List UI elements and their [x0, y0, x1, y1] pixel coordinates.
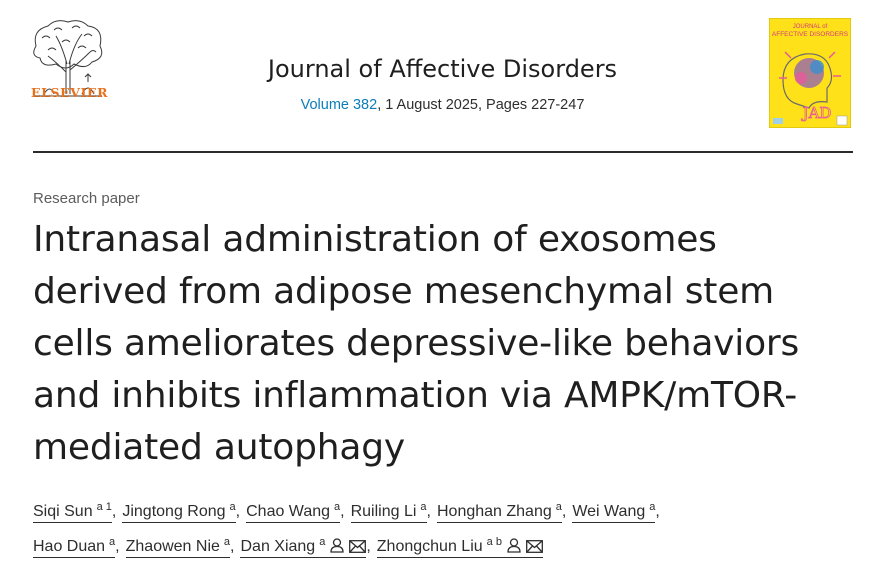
affiliation-marker: a	[555, 501, 562, 513]
person-icon	[507, 538, 521, 553]
person-icon	[330, 538, 344, 553]
author-separator: ,	[111, 503, 117, 520]
author-separator: ,	[366, 538, 371, 555]
author-separator: ,	[235, 503, 241, 520]
author-separator: ,	[340, 503, 345, 520]
issue-date-pages: , 1 August 2025, Pages 227-247	[377, 97, 585, 113]
author-name: Jingtong Rong	[122, 503, 226, 520]
author-link[interactable]	[33, 498, 112, 523]
affiliation-marker: a 1	[96, 501, 112, 513]
elsevier-wordmark[interactable]: ELSEVIER	[31, 85, 109, 100]
author-link[interactable]	[437, 498, 562, 523]
author-name: Zhaowen Nie	[125, 538, 220, 555]
author-link[interactable]	[351, 498, 427, 523]
article-title	[33, 214, 863, 474]
author-separator: ,	[561, 503, 567, 520]
author-name: Siqi Sun	[33, 503, 93, 520]
author-separator: ,	[426, 503, 431, 520]
title-line: cells ameliorates depressive-like behaviors	[33, 323, 800, 364]
author-name: Zhongchun Liu	[376, 538, 483, 555]
author-name: Chao Wang	[246, 503, 331, 520]
author-link[interactable]	[122, 498, 235, 523]
volume-link[interactable]: Volume 382	[300, 97, 378, 113]
title-line: derived from adipose mesenchymal stem	[33, 271, 775, 312]
author-separator: ,	[115, 538, 120, 555]
affiliation-marker: a	[319, 536, 326, 548]
journal-title[interactable]: Journal of Affective Disorders	[267, 55, 618, 83]
envelope-icon	[349, 540, 366, 553]
affiliation-marker: a	[334, 501, 341, 513]
author-link[interactable]	[33, 533, 115, 558]
title-line: mediated autophagy	[33, 427, 405, 468]
affiliation-marker: a	[223, 536, 231, 548]
author-link[interactable]	[246, 498, 340, 523]
affiliation-marker: a	[649, 501, 656, 513]
envelope-icon	[526, 540, 543, 553]
journal-cover-thumbnail[interactable]	[769, 18, 851, 128]
article-type: Research paper	[33, 190, 140, 207]
author-name: Ruiling Li	[350, 503, 417, 520]
cover-header-line2: AFFECTIVE DISORDERS	[771, 31, 849, 38]
author-link[interactable]	[126, 533, 230, 558]
author-link[interactable]	[240, 533, 366, 558]
title-line: and inhibits inflammation via AMPK/mTOR-	[33, 375, 798, 416]
cover-header-line1: JOURNAL of	[792, 24, 828, 30]
affiliation-marker: a	[229, 501, 236, 513]
affiliation-marker: a	[109, 536, 116, 548]
author-separator: ,	[230, 538, 235, 555]
author-name: Wei Wang	[572, 503, 646, 520]
author-separator: ,	[655, 503, 660, 520]
author-name: Dan Xiang	[240, 538, 316, 555]
author-link[interactable]	[377, 533, 543, 558]
author-name: Honghan Zhang	[436, 503, 552, 520]
author-list	[33, 497, 863, 567]
issue-info	[0, 97, 885, 113]
affiliation-marker: a	[420, 501, 427, 513]
title-line: Intranasal administration of exosomes	[33, 219, 717, 260]
author-name: Hao Duan	[33, 538, 106, 555]
header-divider	[33, 151, 853, 153]
author-link[interactable]	[572, 498, 655, 523]
affiliation-marker: a b	[486, 536, 502, 548]
cover-monogram: JAD	[802, 104, 832, 122]
